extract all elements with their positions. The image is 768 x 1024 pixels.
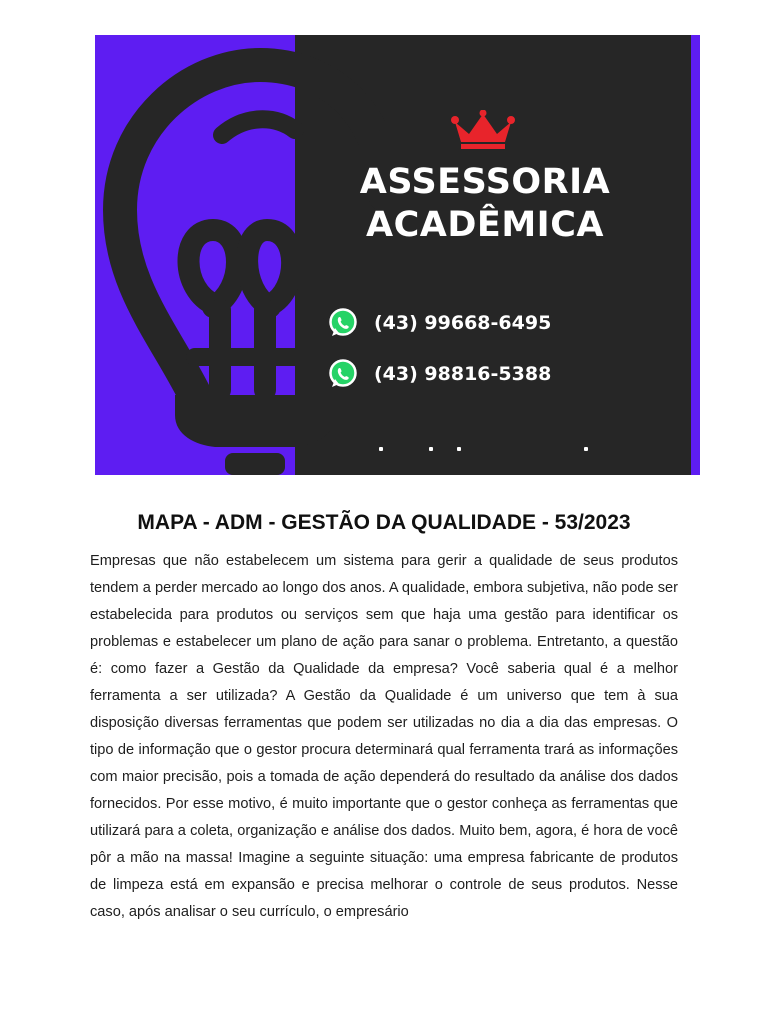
phone-row-2 bbox=[327, 357, 551, 391]
lightbulb-icon bbox=[95, 35, 385, 475]
whatsapp-icon bbox=[327, 358, 359, 390]
brand-line-2: ACADÊMICA bbox=[366, 205, 604, 245]
phone-number-1: (43) 99668-6495 bbox=[374, 312, 552, 334]
dot bbox=[457, 447, 461, 451]
promo-banner bbox=[95, 35, 700, 475]
dot bbox=[429, 447, 433, 451]
document-title: MAPA - ADM - GESTÃO DA QUALIDADE - 53/2023 bbox=[137, 511, 631, 534]
brand-line-1: ASSESSORIA bbox=[359, 162, 611, 202]
document-body: Empresas que não estabelecem um sistema para gerir a qualidade de seus produtos tendem a perder mercado ao longo dos anos. A qualidade, embora subjetiva, não pode ser estabelecida para produtos ou serviços sem que haja uma gestão para identificar os problemas e estabelecer um plano de ação para sanar o problema. Entretanto, a questão é: como fazer a Gestão da Qualidade da empresa? Você saberia qual é a melhor ferramenta a ser utilizada? A Gestão da Qualidade é um universo que tem à sua disposição diversas ferramentas que podem ser utilizadas no dia a dia das empresas. O tipo de informação que o gestor procura determinará qual ferramenta trará as informações com maior precisão, pois a tomada de ação dependerá do resultado da análise dos dados fornecidos. Por esse motivo, é muito importante que o gestor conheça as ferramentas que utilizará para a coleta, organização e análise dos dados. Muito bem, agora, é hora de você pôr a mão na massa! Imagine a seguinte situação: uma empresa fabricante de produtos de limpeza está em expansão e precisa melhorar o controle de seus produtos. Nesse caso, após analisar o seu currículo, o empresário bbox=[90, 553, 678, 920]
phone-row-1 bbox=[327, 306, 551, 340]
dot bbox=[379, 447, 383, 451]
banner-dots bbox=[95, 443, 700, 455]
whatsapp-icon bbox=[327, 307, 359, 339]
dot bbox=[584, 447, 588, 451]
phone-number-2: (43) 98816-5388 bbox=[374, 363, 552, 385]
banner-purple-edge bbox=[691, 35, 700, 475]
crown-icon bbox=[451, 110, 515, 150]
